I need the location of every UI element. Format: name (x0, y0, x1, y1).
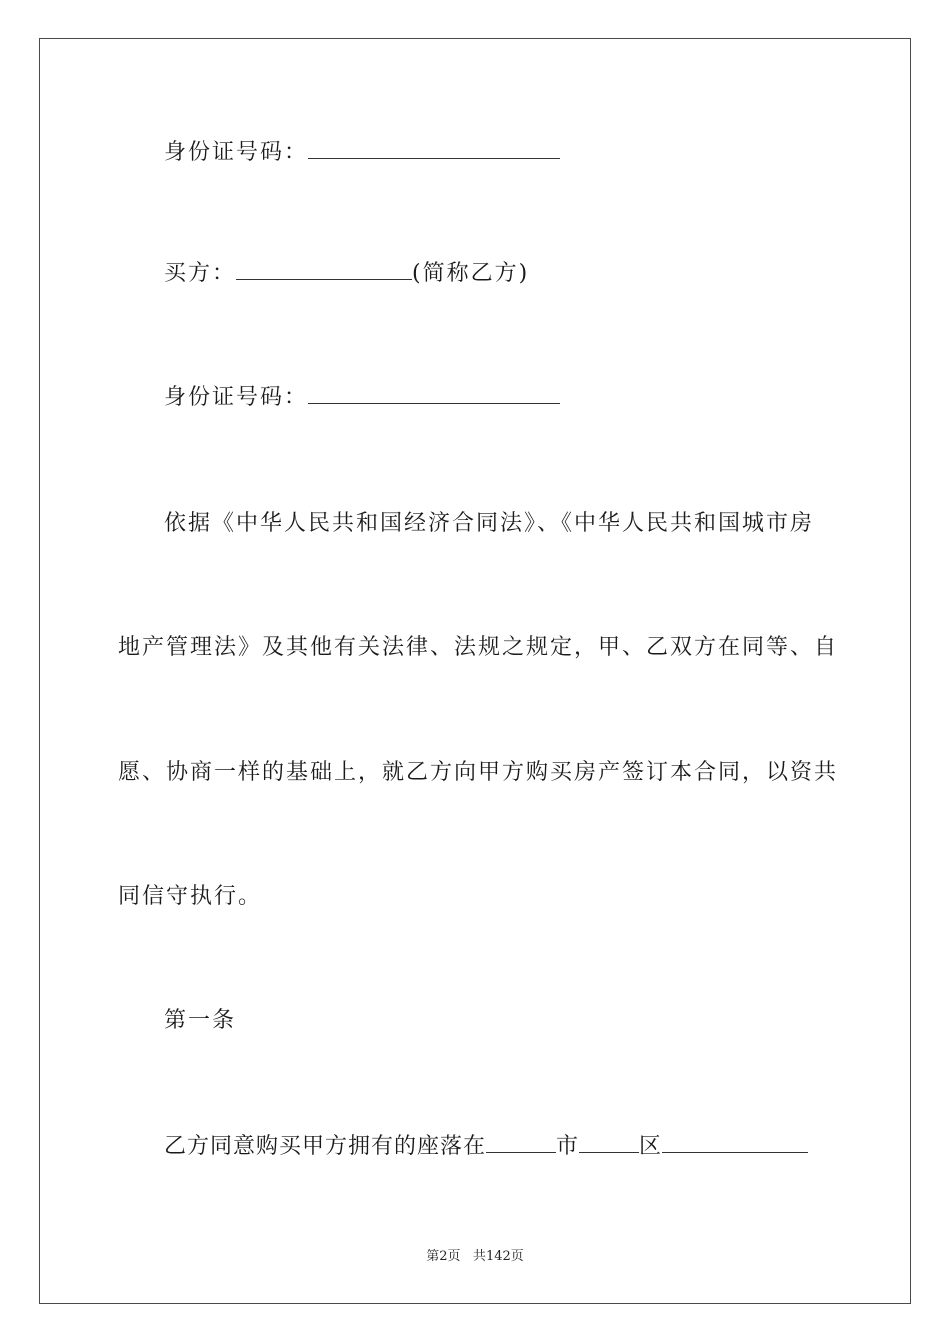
id-number-line-seller (164, 136, 560, 169)
paragraph-line: 依据《中华人民共和国经济合同法》、《中华人民共和国城市房 (164, 511, 815, 536)
city-blank (486, 1130, 556, 1153)
buyer-line (164, 257, 529, 290)
buyer-suffix: (简称乙方) (412, 261, 530, 286)
page-footer (0, 1245, 950, 1264)
buyer-label: 买方： (164, 261, 237, 286)
paragraph-line: 同信守执行。 (118, 884, 263, 909)
paragraph-line: 愿、协商一样的基础上，就乙方向甲方购买房产签订本合同，以资共 (118, 760, 839, 785)
article-title: 第一条 (164, 1008, 237, 1033)
footer-total-suffix: 页 (510, 1249, 524, 1264)
address-blank (662, 1130, 808, 1153)
footer-page-number: 2 (439, 1249, 448, 1264)
id-number-label: 身份证号码： (164, 140, 309, 165)
footer-total-pages: 142 (485, 1249, 511, 1264)
page-border (39, 38, 911, 1304)
paragraph-line: 地产管理法》及其他有关法律、法规之规定，甲、乙双方在同等、自 (118, 635, 839, 660)
id-number-line-buyer (164, 381, 560, 414)
id-number-blank (308, 136, 560, 159)
clause-city: 市 (556, 1134, 580, 1159)
clause-text: 乙方同意购买甲方拥有的座落在 (164, 1134, 487, 1159)
footer-total-prefix: 共 (472, 1249, 486, 1264)
footer-page-suffix: 页 (447, 1249, 461, 1264)
clause-district: 区 (639, 1134, 663, 1159)
district-blank (579, 1130, 639, 1153)
id-number-label: 身份证号码： (164, 385, 309, 410)
id-number-blank (308, 381, 560, 404)
clause-line (164, 1130, 808, 1163)
footer-page-prefix: 第 (426, 1249, 440, 1264)
buyer-blank (236, 257, 412, 280)
